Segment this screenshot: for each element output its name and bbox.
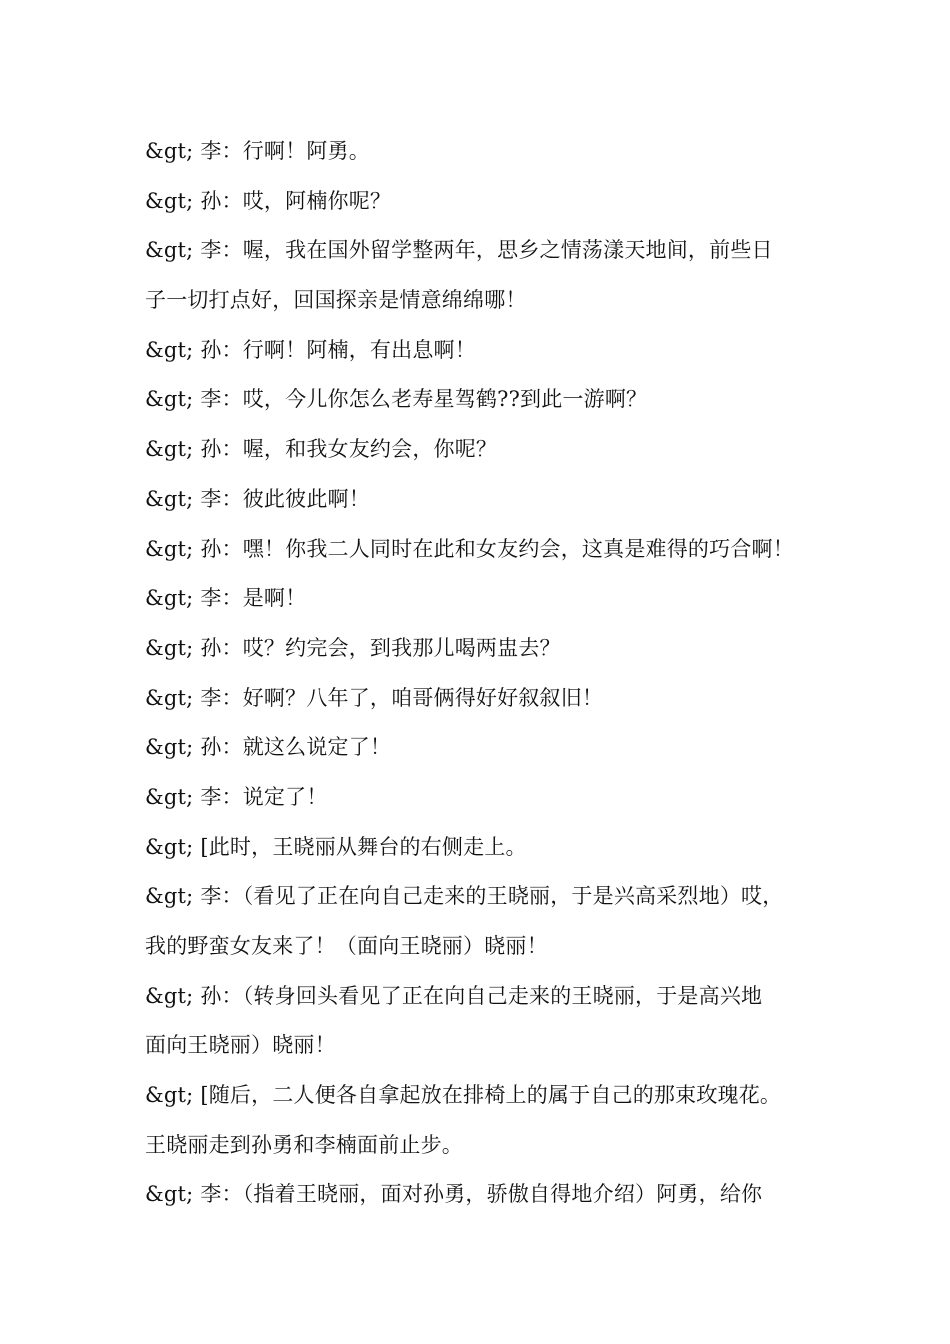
text-line: 面向王晓丽）晓丽！ — [145, 1033, 336, 1058]
text-line: &gt; [随后，二人便各自拿起放在排椅上的属于自己的那束玫瑰花。 — [145, 1083, 782, 1108]
text-line: &gt; 孙：哎，阿楠你呢？ — [145, 188, 392, 213]
text-line: &gt; 李：（指着王晓丽，面对孙勇，骄傲自得地介绍）阿勇，给你 — [145, 1182, 763, 1207]
text-line: &gt; 孙：（转身回头看见了正在向自己走来的王晓丽，于是高兴地 — [145, 983, 763, 1008]
text-line: &gt; 孙：喔，和我女友约会，你呢？ — [145, 437, 498, 462]
script-text-body — [145, 133, 825, 1226]
text-line: &gt; 李：哎，今儿你怎么老寿星驾鹤??到此一游啊？ — [145, 387, 648, 412]
text-line: &gt; [此时，王晓丽从舞台的右侧走上。 — [145, 834, 527, 859]
text-line: 我的野蛮女友来了！（面向王晓丽）晓丽！ — [145, 934, 548, 958]
text-line: &gt; 李：行啊！阿勇。 — [145, 139, 370, 163]
text-line: &gt; 李：（看见了正在向自己走来的王晓丽，于是兴高采烈地）哎， — [145, 884, 784, 909]
text-line: &gt; 李：彼此彼此啊！ — [145, 486, 370, 511]
text-line: &gt; 李：说定了！ — [145, 784, 328, 809]
text-line: 子一切打点好，回国探亲是情意绵绵哪！ — [145, 288, 527, 313]
text-line: &gt; 李：喔，我在国外留学整两年，思乡之情荡漾天地间，前些日 — [145, 238, 773, 263]
text-line: &gt; 李：好啊？八年了，咱哥俩得好好叙叙旧！ — [145, 685, 604, 710]
text-line: &gt; 孙：嘿！你我二人同时在此和女友约会，这真是难得的巧合啊！ — [145, 536, 794, 561]
text-line: &gt; 孙：就这么说定了！ — [145, 735, 392, 760]
text-line: &gt; 李：是啊！ — [145, 586, 307, 611]
text-line: 王晓丽走到孙勇和李楠面前止步。 — [145, 1132, 463, 1157]
text-line: &gt; 孙：行啊！阿楠，有出息啊！ — [145, 337, 476, 362]
text-line: &gt; 孙：哎？约完会，到我那儿喝两盅去？ — [145, 635, 561, 660]
